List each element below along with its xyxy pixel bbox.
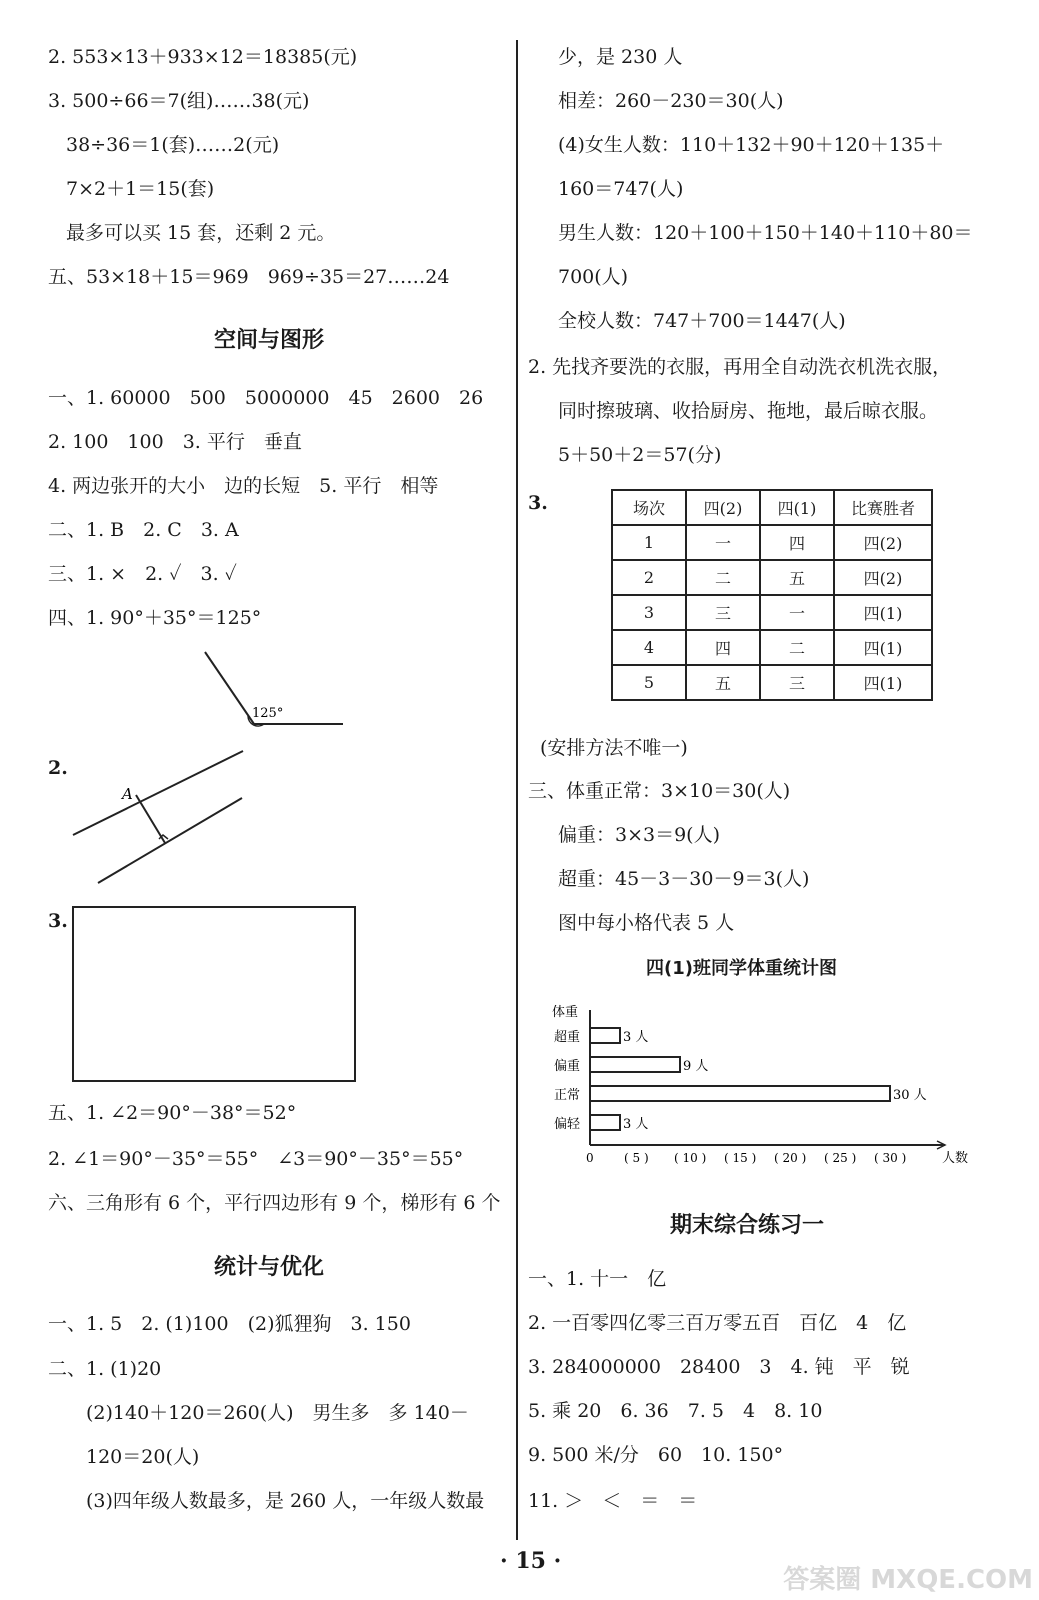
table-cell: 五 [686, 665, 760, 700]
table-cell: 三 [686, 595, 760, 630]
space-line-1: 一、1. 60000 500 5000000 45 2600 26 [48, 387, 484, 409]
bar-value-label: 3 人 [623, 1030, 649, 1045]
weight-bar-chart [550, 1000, 970, 1175]
x-tick-label: ( 15 ) [724, 1151, 757, 1165]
section-title-space-geometry: 空间与图形 [214, 328, 325, 353]
table-header: 四(2) [686, 490, 760, 525]
table-row [612, 630, 932, 665]
x-tick-label: 0 [586, 1151, 594, 1165]
right-q3-label: 3. [528, 492, 548, 514]
left-line-4: 7×2＋1＝15(套) [66, 178, 215, 200]
space-line-5: 三、1. × 2. ✓ 3. ✓ [48, 563, 237, 585]
table-cell: 3 [612, 595, 686, 630]
space-line-3: 4. 两边张开的大小 边的长短 5. 平行 相等 [48, 475, 439, 497]
table-row [612, 665, 932, 700]
table-cell: 四 [760, 525, 834, 560]
bar [590, 1115, 620, 1130]
space-line-8: 2. ∠1＝90°－35°＝55° ∠3＝90°－35°＝55° [48, 1148, 464, 1170]
category-label: 偏轻 [554, 1117, 581, 1132]
section-title-final-practice: 期末综合练习一 [670, 1213, 825, 1238]
table-cell: 四(2) [834, 525, 932, 560]
right-line-9: 同时擦玻璃、收拾厨房、拖地，最后晾衣服。 [558, 400, 939, 422]
table-cell: 4 [612, 630, 686, 665]
space-line-9: 六、三角形有 6 个，平行四边形有 9 个，梯形有 6 个 [48, 1192, 501, 1214]
right-line-6: 700(人) [558, 266, 629, 288]
bar [590, 1086, 890, 1101]
stat-line-5: (3)四年级人数最多，是 260 人，一年级人数最 [86, 1490, 485, 1512]
table-cell: 四(1) [834, 595, 932, 630]
parallel-lines-figure [65, 745, 255, 890]
angle-figure [190, 645, 350, 735]
space-line-6: 四、1. 90°＋35°＝125° [48, 607, 262, 629]
right-line-1: 少，是 230 人 [558, 46, 683, 68]
bar [590, 1057, 680, 1072]
final-line-2: 2. 一百零四亿零三百万零五百 百亿 4 亿 [528, 1312, 907, 1334]
column-divider [516, 40, 518, 1540]
right-line-2: 相差：260－230＝30(人) [558, 90, 784, 112]
table-cell: 五 [760, 560, 834, 595]
x-tick-label: ( 10 ) [674, 1151, 707, 1165]
space-line-4: 二、1. B 2. C 3. A [48, 519, 239, 541]
page-number: · 15 · [500, 1548, 562, 1574]
rectangle-figure [72, 906, 356, 1082]
space-line-7: 五、1. ∠2＝90°－38°＝52° [48, 1102, 297, 1124]
bar-value-label: 30 人 [893, 1088, 927, 1103]
left-line-3: 38÷36＝1(套)……2(元) [66, 134, 280, 156]
table-cell: 1 [612, 525, 686, 560]
final-line-3: 3. 284000000 28400 3 4. 钝 平 锐 [528, 1356, 910, 1378]
right-line-4: 160＝747(人) [558, 178, 684, 200]
final-line-4: 5. 乘 20 6. 36 7. 5 4 8. 10 [528, 1400, 823, 1422]
table-header: 四(1) [760, 490, 834, 525]
weight-line-1: 三、体重正常：3×10＝30(人) [528, 780, 791, 802]
match-schedule-table [611, 489, 933, 701]
table-cell: 二 [760, 630, 834, 665]
table-cell: 二 [686, 560, 760, 595]
table-cell: 四(2) [834, 560, 932, 595]
final-line-6: 11. ＞ ＜ ＝ ＝ [528, 1490, 698, 1512]
table-cell: 四(1) [834, 630, 932, 665]
stat-line-2: 二、1. (1)20 [48, 1358, 162, 1380]
point-a-label: A [122, 785, 133, 803]
table-cell: 一 [686, 525, 760, 560]
final-line-5: 9. 500 米/分 60 10. 150° [528, 1444, 784, 1466]
left-line-1: 2. 553×13＋933×12＝18385(元) [48, 46, 358, 68]
chart-title: 四(1)班同学体重统计图 [646, 958, 837, 979]
right-line-3: (4)女生人数：110＋132＋90＋120＋135＋ [558, 134, 945, 156]
q2-label: 2. [48, 757, 68, 779]
section-title-statistics: 统计与优化 [214, 1255, 325, 1280]
right-line-5: 男生人数：120＋100＋150＋140＋110＋80＝ [558, 222, 973, 244]
table-cell: 一 [760, 595, 834, 630]
watermark-url: MXQE.COM [870, 1565, 1033, 1595]
table-row [612, 525, 932, 560]
table-cell: 2 [612, 560, 686, 595]
space-line-2: 2. 100 100 3. 平行 垂直 [48, 431, 302, 453]
x-axis-label: 人数 [942, 1151, 969, 1166]
table-cell: 5 [612, 665, 686, 700]
y-axis-label: 体重 [552, 1005, 579, 1020]
table-cell: 四 [686, 630, 760, 665]
stat-line-4: 120＝20(人) [86, 1446, 200, 1468]
left-line-6: 五、53×18＋15＝969 969÷35＝27……24 [48, 266, 450, 288]
category-label: 正常 [554, 1088, 581, 1103]
category-label: 超重 [554, 1030, 581, 1045]
left-line-2: 3. 500÷66＝7(组)……38(元) [48, 90, 310, 112]
arrangement-note: (安排方法不唯一) [540, 737, 688, 759]
q3-label: 3. [48, 910, 68, 932]
bar-value-label: 3 人 [623, 1117, 649, 1132]
angle-label: 125° [252, 706, 284, 721]
table-header: 场次 [612, 490, 686, 525]
watermark [783, 1559, 1033, 1596]
x-tick-label: ( 20 ) [774, 1151, 807, 1165]
x-tick-label: ( 25 ) [824, 1151, 857, 1165]
weight-line-4: 图中每小格代表 5 人 [558, 912, 735, 934]
right-line-10: 5＋50＋2＝57(分) [558, 444, 722, 466]
table-header: 比赛胜者 [834, 490, 932, 525]
right-line-7: 全校人数：747＋700＝1447(人) [558, 310, 846, 332]
weight-line-2: 偏重：3×3＝9(人) [558, 824, 721, 846]
left-line-5: 最多可以买 15 套，还剩 2 元。 [66, 222, 336, 244]
bar-value-label: 9 人 [683, 1059, 709, 1074]
bar [590, 1028, 620, 1043]
final-line-1: 一、1. 十一 亿 [528, 1268, 667, 1290]
category-label: 偏重 [554, 1059, 581, 1074]
stat-line-1: 一、1. 5 2. (1)100 (2)狐狸狗 3. 150 [48, 1313, 411, 1335]
table-row [612, 560, 932, 595]
right-line-8: 2. 先找齐要洗的衣服，再用全自动洗衣机洗衣服， [528, 356, 952, 378]
table-row [612, 595, 932, 630]
weight-line-3: 超重：45－3－30－9＝3(人) [558, 868, 810, 890]
x-tick-label: ( 5 ) [624, 1151, 649, 1165]
watermark-text: 答案圈 [783, 1565, 862, 1595]
stat-line-3: (2)140＋120＝260(人) 男生多 多 140－ [86, 1402, 469, 1424]
table-cell: 四(1) [834, 665, 932, 700]
table-cell: 三 [760, 665, 834, 700]
x-tick-label: ( 30 ) [874, 1151, 907, 1165]
